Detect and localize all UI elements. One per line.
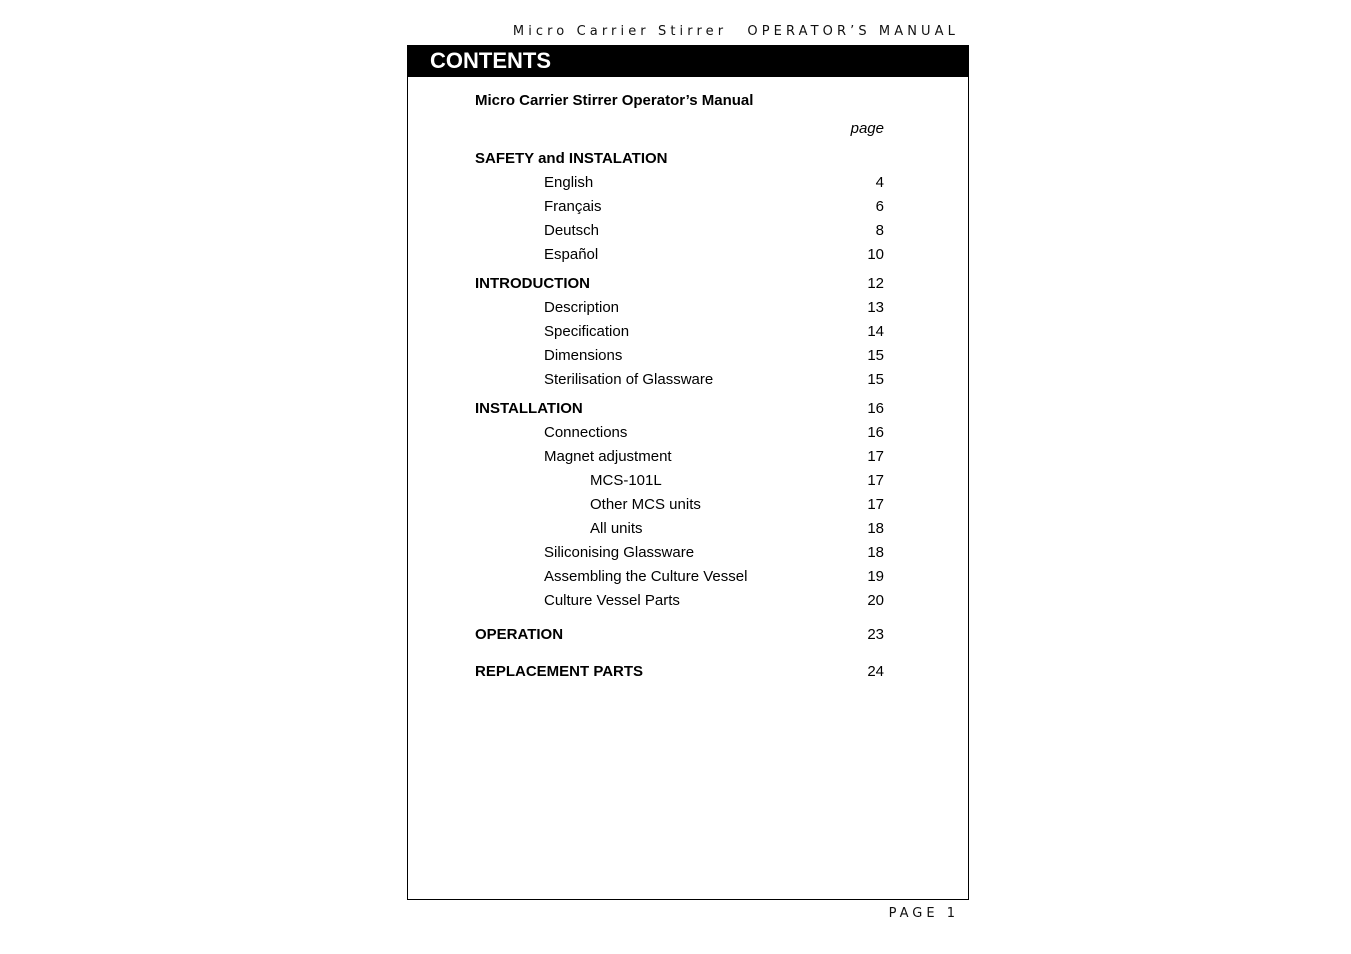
toc-entry-page-number: 15 (867, 347, 884, 364)
toc-entry-label: INSTALLATION (475, 400, 583, 417)
page-title: CONTENTS (430, 48, 551, 73)
toc-entry-page-number: 10 (867, 246, 884, 263)
toc-entry (408, 568, 968, 586)
toc-entry-label: Français (544, 198, 602, 215)
toc-entry (408, 347, 968, 365)
contents-page-frame (407, 45, 969, 900)
toc-entry-label: Connections (544, 424, 628, 441)
toc-entry (408, 448, 968, 466)
toc-entry-label: Assembling the Culture Vessel (544, 568, 748, 585)
toc-page-column-label: page (850, 120, 884, 137)
toc-entry (408, 592, 968, 610)
toc-entry-label: Deutsch (544, 222, 600, 239)
toc-entry-page-number: 18 (867, 544, 884, 561)
toc-entry-label: English (544, 174, 594, 191)
toc-entry (408, 299, 968, 317)
toc-entry-page-number: 20 (867, 592, 884, 609)
toc-entry-label: Culture Vessel Parts (544, 592, 680, 609)
toc-entry (408, 174, 968, 192)
toc-entry-label: Siliconising Glassware (544, 544, 695, 561)
toc-section-heading (408, 275, 968, 293)
toc-entry-label: MCS-101L (590, 472, 662, 489)
toc-entry (408, 520, 968, 538)
toc-entry (408, 472, 968, 490)
toc-entry-label: Specification (544, 323, 630, 340)
toc-section-heading (408, 400, 968, 418)
toc-entry-page-number: 17 (867, 448, 884, 465)
toc-section-heading (408, 663, 968, 681)
toc-section-heading (408, 626, 968, 644)
footer-page-number: PAGE 1 (888, 906, 959, 921)
toc-entry-page-number: 16 (867, 424, 884, 441)
toc-entry-label: All units (590, 520, 643, 537)
toc-entry-page-number: 17 (867, 496, 884, 513)
toc-entry-page-number: 23 (867, 626, 884, 643)
toc-document-title: Micro Carrier Stirrer Operator’s Manual (475, 92, 754, 109)
toc-entry-label: REPLACEMENT PARTS (475, 663, 644, 680)
toc-entry (408, 246, 968, 264)
header-product-name: Micro Carrier Stirrer (512, 24, 728, 39)
toc-entry-label: SAFETY and INSTALATION (475, 150, 668, 167)
toc-entry (408, 323, 968, 341)
toc-entry (408, 371, 968, 389)
toc-entry-label: Español (544, 246, 599, 263)
toc-entry-label: Sterilisation of Glassware (544, 371, 714, 388)
toc-entry-page-number: 6 (875, 198, 884, 215)
running-header (513, 24, 959, 39)
toc-entry-page-number: 18 (867, 520, 884, 537)
toc-entry-label: INTRODUCTION (475, 275, 590, 292)
toc-entry (408, 424, 968, 442)
toc-entry-page-number: 17 (867, 472, 884, 489)
header-manual-label: OPERATOR’S MANUAL (747, 24, 959, 39)
toc-entry-page-number: 19 (867, 568, 884, 585)
toc-entry (408, 198, 968, 216)
toc-entry (408, 544, 968, 562)
toc-entry-label: Dimensions (544, 347, 623, 364)
toc-entry-page-number: 16 (867, 400, 884, 417)
contents-banner (408, 46, 968, 77)
toc-entry-label: OPERATION (475, 626, 564, 643)
toc-entry-page-number: 8 (875, 222, 884, 239)
toc-entry-page-number: 15 (867, 371, 884, 388)
toc-entry-page-number: 24 (867, 663, 884, 680)
toc-entry-page-number: 13 (867, 299, 884, 316)
toc-section-heading (408, 150, 968, 168)
toc-entry-page-number: 4 (875, 174, 884, 191)
toc-entry-page-number: 12 (867, 275, 884, 292)
toc-entry-page-number: 14 (867, 323, 884, 340)
toc-entry-label: Magnet adjustment (544, 448, 672, 465)
toc-entry (408, 222, 968, 240)
toc-entry-label: Description (544, 299, 620, 316)
toc-entry-label: Other MCS units (590, 496, 701, 513)
toc-entry (408, 496, 968, 514)
